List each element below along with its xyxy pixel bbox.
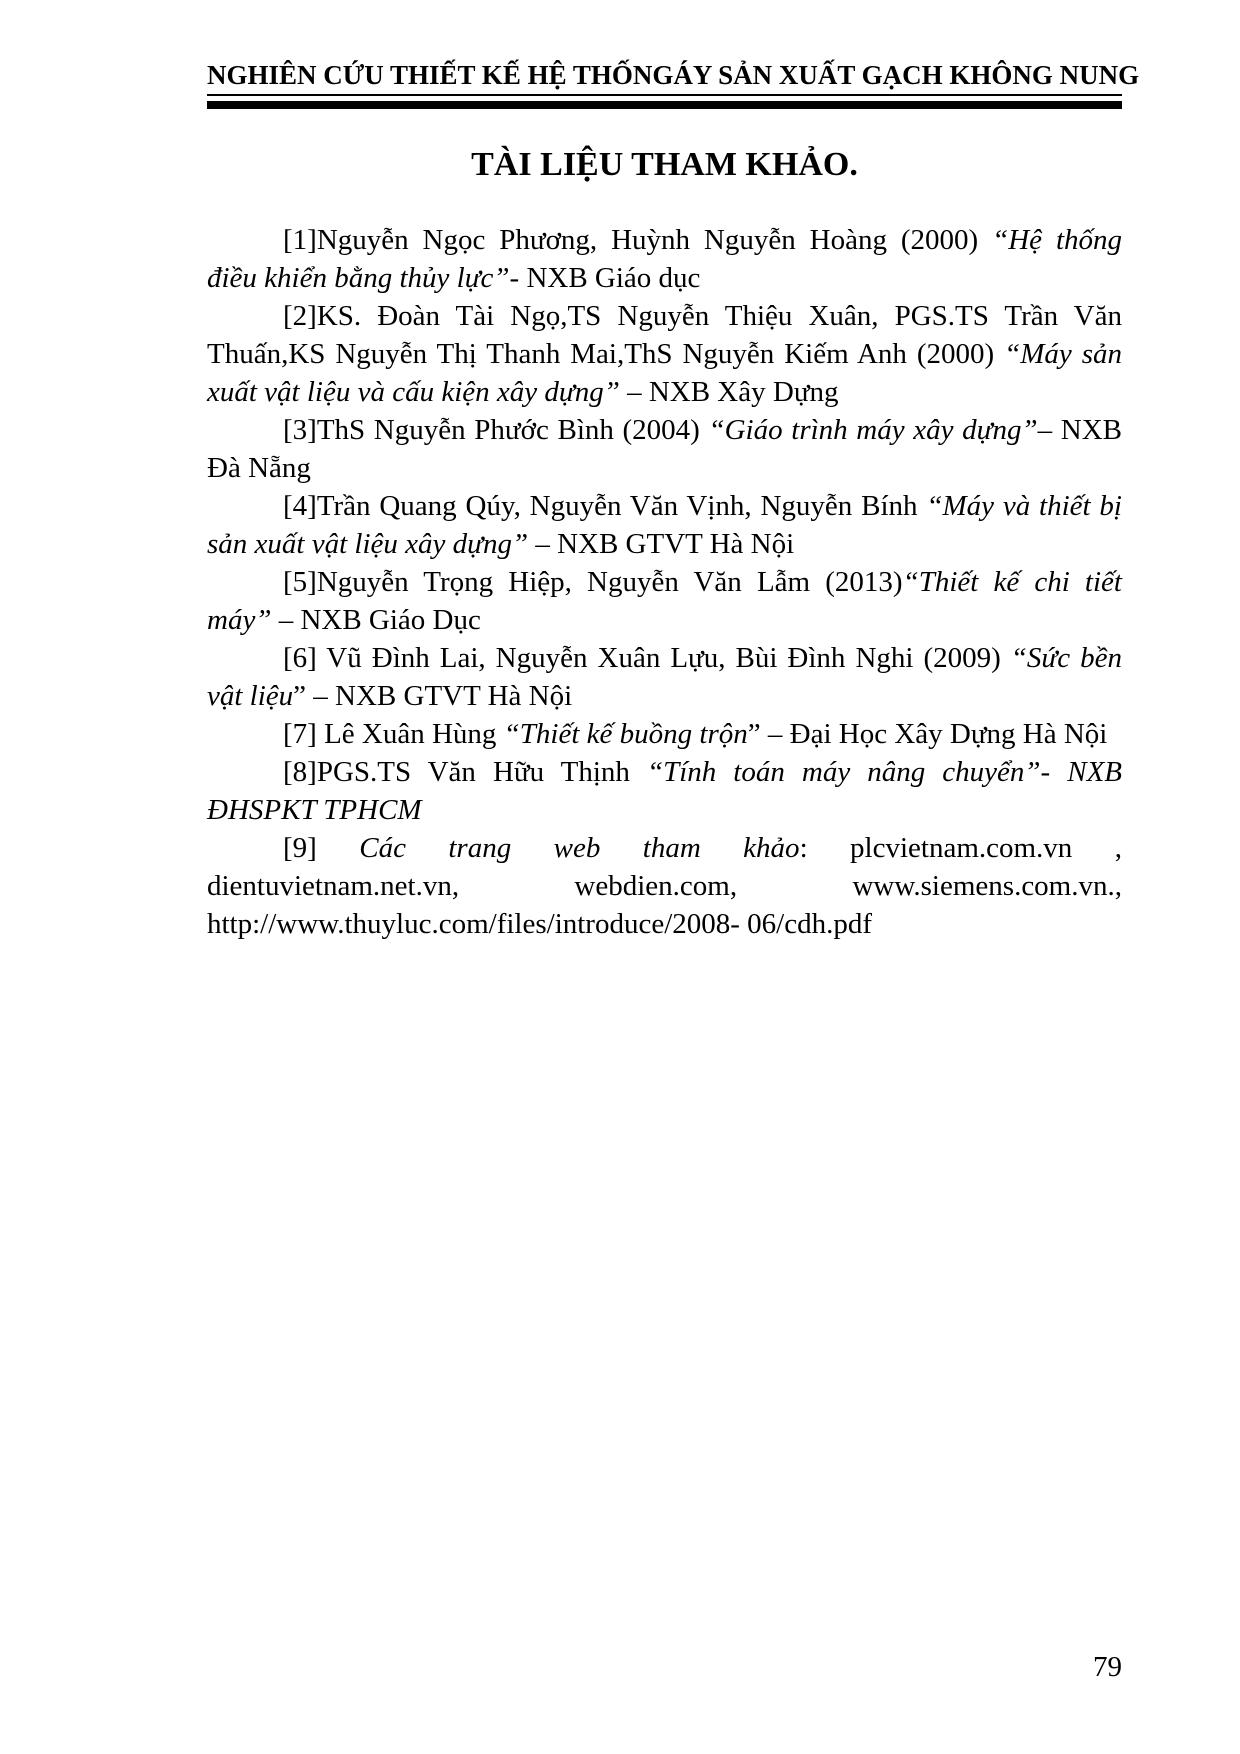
reference-text-segment: [1]Nguyễn Ngọc Phương, Huỳnh Nguyễn Hoàng (2000) bbox=[283, 224, 993, 256]
reference-item bbox=[207, 411, 1122, 487]
reference-text-segment: – NXB GTVT Hà Nội bbox=[528, 528, 795, 560]
reference-text-segment: [5]Nguyễn Trọng Hiệp, Nguyễn Văn Lẫm (2013) bbox=[283, 566, 903, 598]
reference-text-segment: [3]ThS Nguyễn Phước Bình (2004) bbox=[283, 414, 709, 446]
reference-title-segment: “Máy và thiết bị sản xuất vật liệu xây dựng” bbox=[207, 490, 1122, 560]
reference-text-segment: – NXB Đà Nẵng bbox=[207, 414, 1122, 484]
page-content bbox=[0, 58, 1240, 943]
references-list bbox=[207, 221, 1122, 943]
reference-item bbox=[207, 753, 1122, 829]
reference-text-segment: [8]PGS.TS Văn Hữu Thịnh bbox=[283, 756, 647, 788]
reference-text-segment: [4]Trần Quang Qúy, Nguyễn Văn Vịnh, Nguyễn Bính bbox=[283, 490, 927, 522]
reference-text-segment: [6] Vũ Đình Lai, Nguyễn Xuân Lựu, Bùi Đình Nghi (2009) bbox=[283, 642, 1011, 674]
reference-item bbox=[207, 639, 1122, 715]
reference-text-segment: [7] Lê Xuân Hùng bbox=[283, 718, 504, 750]
reference-item bbox=[207, 221, 1122, 297]
reference-item bbox=[207, 715, 1122, 753]
reference-title-segment: “Sức bền vật liệu bbox=[207, 642, 1122, 712]
reference-text-segment: [9] bbox=[283, 832, 360, 864]
running-header-title: NGHIÊN CỨU THIẾT KẾ HỆ THỐNGÁY SẢN XUẤT GẠCH KHÔNG NUNG bbox=[207, 60, 1140, 90]
page-title: TÀI LIỆU THAM KHẢO. bbox=[471, 146, 858, 183]
reference-text-segment: : plcvietnam.com.vn , dientuvietnam.net.vn, webdien.com, www.siemens.com.vn., http://www.thuyluc.com/files/introduce/2008- 06/cdh.pdf bbox=[207, 832, 1122, 940]
reference-item bbox=[207, 297, 1122, 411]
reference-title-segment: “Thiết kế chi tiết máy” bbox=[207, 566, 1122, 636]
reference-text-segment: – NXB Giáo Dục bbox=[271, 604, 481, 636]
reference-title-segment: “Thiết kế buồng trộn bbox=[503, 718, 748, 750]
reference-text-segment: ” – NXB GTVT Hà Nội bbox=[293, 680, 573, 712]
reference-title-segment: Các trang web tham khảo bbox=[359, 832, 800, 864]
reference-title-segment: “Giáo trình máy xây dựng” bbox=[708, 414, 1038, 446]
reference-text-segment: - NXB Giáo dục bbox=[509, 262, 701, 294]
header-rule-thick bbox=[207, 101, 1122, 109]
reference-item bbox=[207, 563, 1122, 639]
reference-text-segment: [2]KS. Đoàn Tài Ngọ,TS Nguyễn Thiệu Xuân, PGS.TS Trần Văn Thuấn,KS Nguyễn Thị Thanh Mai,ThS Nguyễn Kiếm Anh (2000) bbox=[207, 300, 1122, 370]
reference-title-segment: “Máy sản xuất vật liệu và cấu kiện xây dựng” bbox=[207, 338, 1122, 408]
header-rule-thin bbox=[207, 94, 1122, 96]
reference-text-segment: ” – Đại Học Xây Dựng Hà Nội bbox=[747, 718, 1108, 750]
page-number: 79 bbox=[1093, 1651, 1122, 1683]
reference-text-segment: – NXB Xây Dựng bbox=[619, 376, 839, 408]
reference-title-segment: “Tính toán máy nâng chuyển”- NXB ĐHSPKT TPHCM bbox=[207, 756, 1122, 826]
reference-item bbox=[207, 829, 1122, 943]
reference-item bbox=[207, 487, 1122, 563]
reference-title-segment: “Hệ thống điều khiển bằng thủy lực” bbox=[207, 224, 1122, 294]
